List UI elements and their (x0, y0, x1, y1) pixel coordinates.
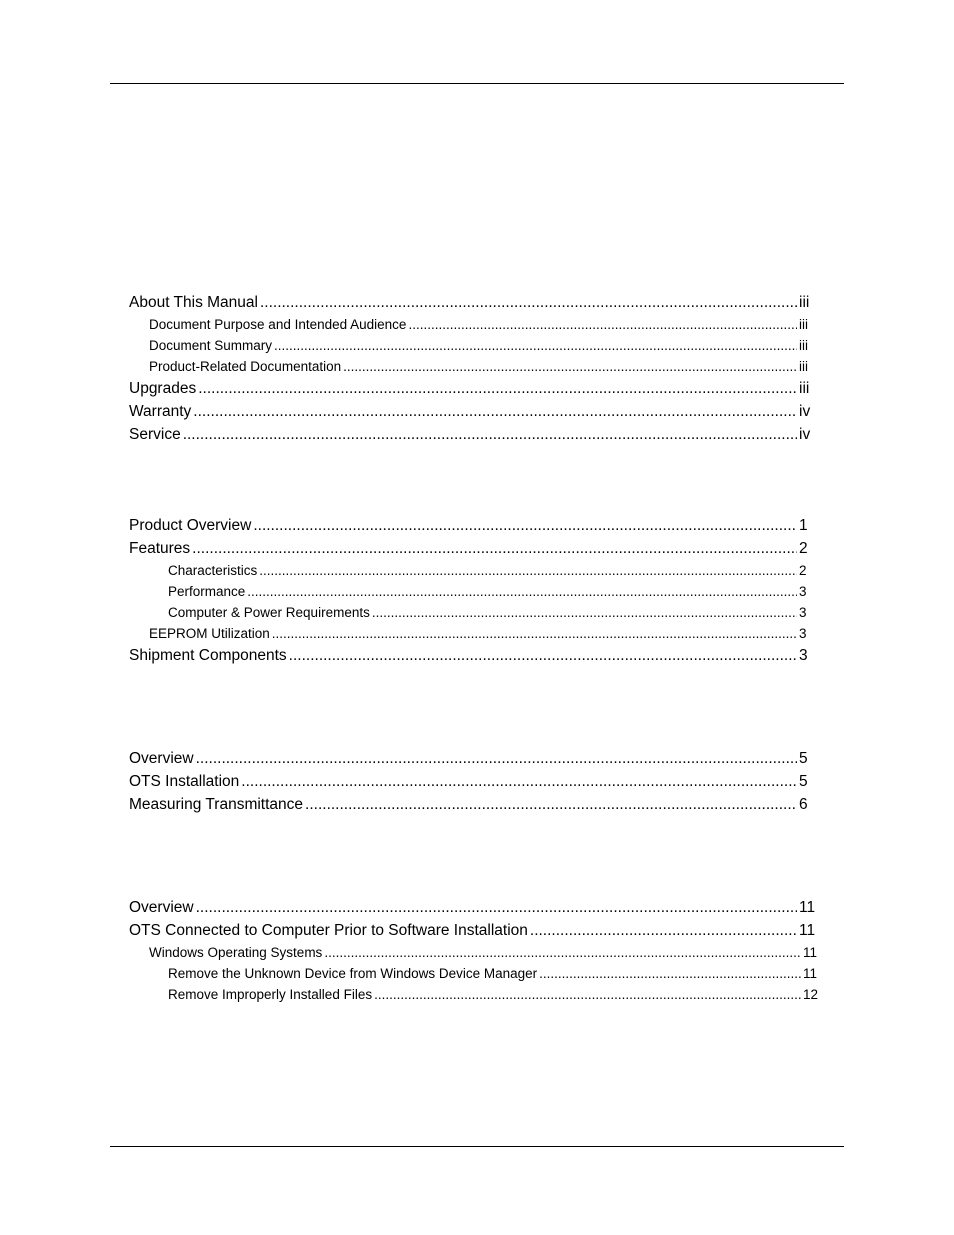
toc-entry-title: Remove Improperly Installed Files (168, 987, 373, 1002)
toc-leader-dots (260, 293, 797, 313)
toc-entry-document-purpose[interactable] (0, 316, 954, 334)
toc-leader-dots (196, 749, 797, 769)
toc-entry-page: 11 (799, 922, 816, 939)
toc-entry-title: Document Purpose and Intended Audience (149, 317, 407, 332)
footer-rule (110, 1146, 844, 1147)
toc-entry-title: Overview (129, 899, 194, 916)
toc-entry-measuring-transmittance[interactable] (0, 795, 954, 815)
toc-entry-page: 2 (799, 540, 808, 557)
toc-entry-page: 11 (799, 899, 816, 916)
toc-entry-page: 5 (799, 773, 808, 790)
toc-entry-page: 3 (799, 647, 808, 664)
toc-entry-page: iv (799, 403, 811, 420)
toc-entry-remove-improperly-installed-files[interactable] (0, 986, 954, 1004)
toc-entry-page: 3 (799, 605, 807, 620)
toc-leader-dots (193, 402, 797, 422)
toc-entry-computer-power-requirements[interactable] (0, 604, 954, 622)
toc-entry-page: iii (799, 380, 810, 397)
toc-entry-shipment-components[interactable] (0, 646, 954, 666)
toc-entry-page: iii (799, 359, 808, 374)
toc-leader-dots (183, 425, 797, 445)
toc-leader-dots (247, 583, 797, 601)
toc-entry-title: Features (129, 540, 191, 557)
toc-entry-service[interactable] (0, 425, 954, 445)
toc-leader-dots (372, 604, 797, 622)
toc-entry-title: Characteristics (168, 563, 258, 578)
toc-entry-title: Warranty (129, 403, 192, 420)
toc-leader-dots (259, 562, 797, 580)
toc-leader-dots (408, 316, 797, 334)
toc-entry-title: Measuring Transmittance (129, 796, 304, 813)
toc-leader-dots (324, 944, 801, 962)
toc-entry-about-this-manual[interactable] (0, 293, 954, 313)
toc-entry-title: OTS Connected to Computer Prior to Software Installation (129, 922, 528, 939)
toc-entry-page: iii (799, 338, 808, 353)
toc-entry-product-overview[interactable] (0, 516, 954, 536)
toc-leader-dots (343, 358, 797, 376)
toc-leader-dots (241, 772, 797, 792)
toc-entry-document-summary[interactable] (0, 337, 954, 355)
toc-entry-ots-connected-prior-install[interactable] (0, 921, 954, 941)
toc-entry-title: Product Overview (129, 517, 252, 534)
toc-entry-page: iv (799, 426, 811, 443)
toc-entry-page: iii (799, 317, 808, 332)
toc-entry-page: 1 (799, 517, 808, 534)
toc-entry-performance[interactable] (0, 583, 954, 601)
toc-entry-title: Document Summary (149, 338, 273, 353)
toc-entry-windows-operating-systems[interactable] (0, 944, 954, 962)
toc-entry-warranty[interactable] (0, 402, 954, 422)
toc-leader-dots (196, 898, 797, 918)
toc-entry-page: 11 (803, 966, 818, 981)
toc-entry-page: 3 (799, 584, 807, 599)
toc-entry-remove-unknown-device[interactable] (0, 965, 954, 983)
toc-entry-title: Overview (129, 750, 194, 767)
toc-entry-eeprom-utilization[interactable] (0, 625, 954, 643)
toc-entry-page: 6 (799, 796, 808, 813)
toc-entry-title: Remove the Unknown Device from Windows Device Manager (168, 966, 538, 981)
toc-entry-upgrades[interactable] (0, 379, 954, 399)
toc-leader-dots (198, 379, 797, 399)
toc-leader-dots (272, 625, 797, 643)
toc-entry-title: Computer & Power Requirements (168, 605, 370, 620)
toc-entry-page: iii (799, 294, 810, 311)
toc-entry-product-related-documentation[interactable] (0, 358, 954, 376)
toc-entry-title: Upgrades (129, 380, 197, 397)
toc-entry-page: 5 (799, 750, 808, 767)
toc-entry-title: OTS Installation (129, 773, 240, 790)
toc-entry-page: 3 (799, 626, 807, 641)
toc-leader-dots (539, 965, 801, 983)
toc-entry-page: 12 (803, 987, 819, 1002)
header-rule (110, 83, 844, 84)
toc-leader-dots (374, 986, 801, 1004)
toc-entry-title: Windows Operating Systems (149, 945, 323, 960)
toc-leader-dots (274, 337, 797, 355)
toc-leader-dots (305, 795, 797, 815)
toc-entry-title: Service (129, 426, 181, 443)
toc-entry-overview-troubleshooting[interactable] (0, 898, 954, 918)
toc-entry-page: 11 (803, 945, 818, 960)
toc-leader-dots (530, 921, 797, 941)
toc-entry-features[interactable] (0, 539, 954, 559)
toc-entry-overview[interactable] (0, 749, 954, 769)
toc-leader-dots (253, 516, 797, 536)
toc-entry-title: Shipment Components (129, 647, 287, 664)
toc-leader-dots (192, 539, 797, 559)
toc-entry-title: EEPROM Utilization (149, 626, 270, 641)
toc-leader-dots (289, 646, 797, 666)
toc-entry-characteristics[interactable] (0, 562, 954, 580)
toc-entry-title: About This Manual (129, 294, 258, 311)
toc-entry-title: Performance (168, 584, 246, 599)
toc-entry-ots-installation[interactable] (0, 772, 954, 792)
toc-entry-page: 2 (799, 563, 807, 578)
toc-entry-title: Product-Related Documentation (149, 359, 342, 374)
